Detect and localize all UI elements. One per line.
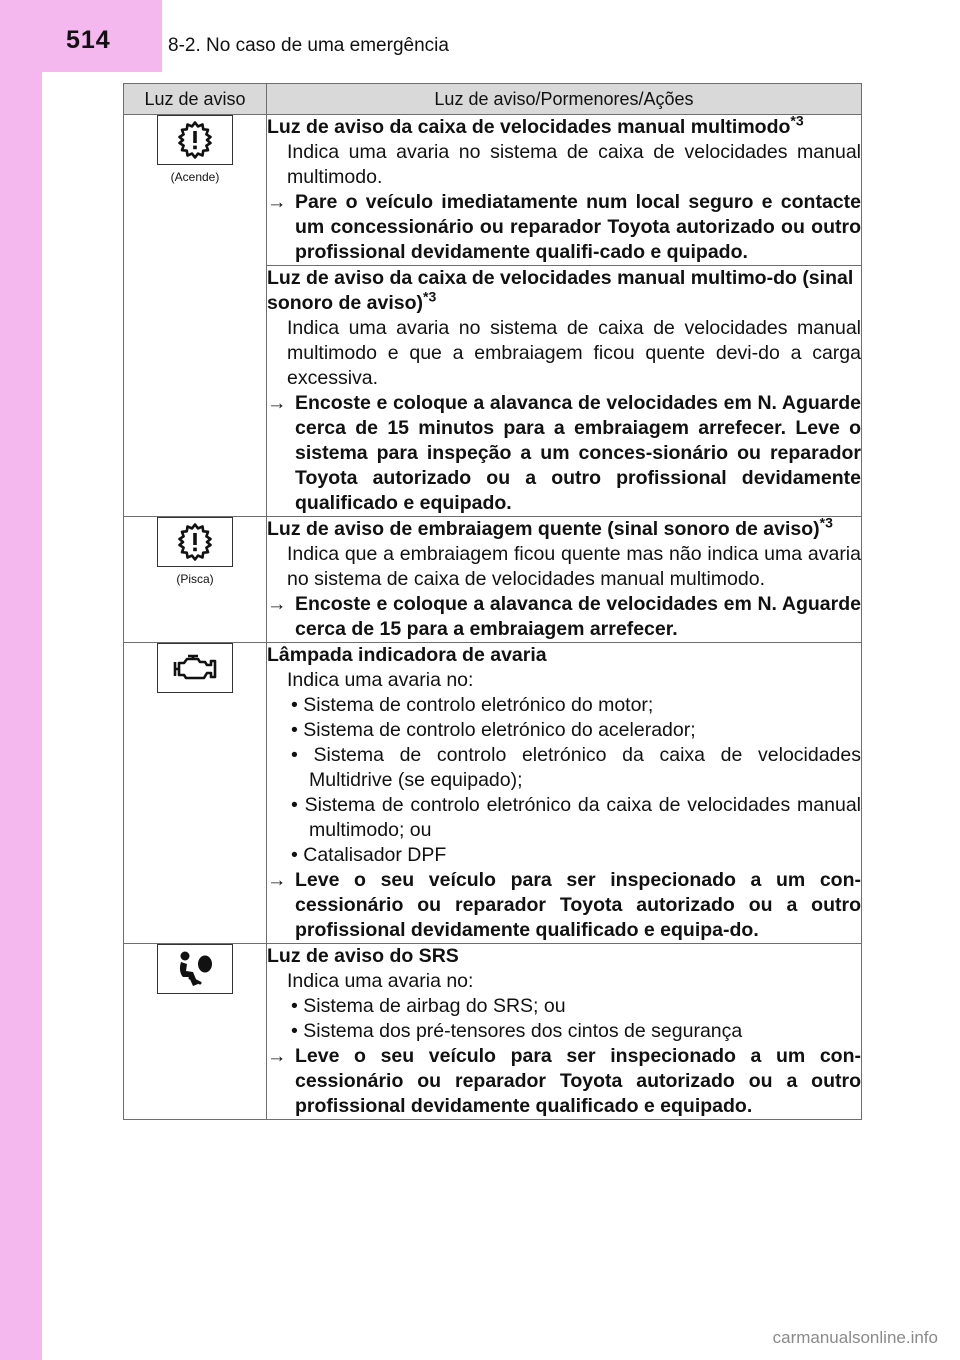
table-row <box>124 944 862 1120</box>
icon-cell <box>124 643 267 944</box>
row-title: Lâmpada indicadora de avaria <box>267 644 547 666</box>
description-cell <box>267 944 862 1120</box>
table-row <box>124 643 862 944</box>
table-header-row <box>124 84 862 115</box>
row-body: Indica uma avaria no sistema de caixa de velocidades manual multimodo e que a embraiagem ficou quente devi-do a carga excessiva. <box>287 317 861 389</box>
row-title: Luz de aviso da caixa de velocidades manual multimo-do (sinal sonoro de aviso)$^{*3}$ <box>267 267 854 314</box>
icon-caption-pisca: (Pisca) <box>176 572 214 586</box>
row-body: Indica uma avaria no: <box>287 669 474 691</box>
transmission-warning-icon <box>157 115 233 165</box>
arrow-icon: → <box>267 392 287 414</box>
row-action: → Encoste e coloque a alavanca de velocidades em N. Aguarde cerca de 15 para a embraiagem arrefecer. <box>267 593 861 640</box>
footnote-ref: *3 <box>423 288 437 305</box>
row-action: → Leve o seu veículo para ser inspecionado a um con-cessionário ou reparador Toyota autorizado ou a outro profissional devidamente qualificado e equipado. <box>267 1045 861 1117</box>
list-item: • Sistema de controlo eletrónico do motor; <box>291 694 654 716</box>
row-title: Luz de aviso do SRS <box>267 945 459 967</box>
row-body: Indica que a embraiagem ficou quente mas não indica uma avaria no sistema de caixa de velocidades manual multimodo. <box>287 543 861 590</box>
icon-cell <box>124 517 267 643</box>
footnote-ref: *3 <box>819 514 833 531</box>
description-cell <box>267 266 862 517</box>
header-warning-light: Luz de aviso <box>124 84 267 115</box>
transmission-warning-icon <box>157 517 233 567</box>
icon-cell <box>124 115 267 517</box>
list-item: • Catalisador DPF <box>291 844 447 866</box>
list-item: • Sistema de controlo eletrónico da caixa de velocidades manual multimodo; ou <box>291 794 861 841</box>
arrow-icon: → <box>267 191 287 213</box>
list-item: • Sistema dos pré-tensores dos cintos de segurança <box>291 1020 743 1042</box>
section-title: 8-2. No caso de uma emergência <box>168 35 449 56</box>
page-tab-bar <box>0 0 42 1360</box>
arrow-icon: → <box>267 593 287 615</box>
list-item: • Sistema de airbag do SRS; ou <box>291 995 566 1017</box>
list-item: • Sistema de controlo eletrónico da caixa de velocidades Multidrive (se equipado); <box>291 744 861 791</box>
header-details-actions: Luz de aviso/Pormenores/Ações <box>267 84 862 115</box>
description-cell <box>267 112 862 266</box>
row-action: → Leve o seu veículo para ser inspecionado a um con-cessionário ou reparador Toyota autorizado ou a outro profissional devidamente qualificado e equipa-do. <box>267 869 861 941</box>
row-body: Indica uma avaria no: <box>287 970 474 992</box>
watermark: carmanualsonline.info <box>772 1328 938 1347</box>
check-engine-icon <box>157 643 233 693</box>
table-row <box>124 115 862 266</box>
description-cell <box>267 514 862 643</box>
icon-cell <box>124 944 267 1120</box>
list-item: • Sistema de controlo eletrónico do acelerador; <box>291 719 696 741</box>
page-number: 514 <box>66 26 111 54</box>
row-body: Indica uma avaria no sistema de caixa de velocidades manual multimodo. <box>287 141 861 188</box>
arrow-icon: → <box>267 869 287 891</box>
row-title: Luz de aviso da caixa de velocidades manual multimodo$^{*3}$ <box>267 112 804 138</box>
table-row <box>124 517 862 643</box>
airbag-icon <box>157 944 233 994</box>
arrow-icon: → <box>267 1045 287 1067</box>
footnote-ref: *3 <box>790 112 804 129</box>
row-action: → Encoste e coloque a alavanca de velocidades em N. Aguarde cerca de 15 minutos para a embraiagem arrefecer. Leve o sistema para inspeção a um conces-sionário ou reparador Toyota autorizado ou a outro profissional devidamente qualificado e equipado. <box>267 392 861 514</box>
warning-lights-table <box>123 83 862 1120</box>
row-action: → Pare o veículo imediatamente num local seguro e contacte um concessionário ou reparador Toyota autorizado ou outro profissional devidamente qualifi-cado e quipado. <box>267 191 861 263</box>
icon-caption-acende: (Acende) <box>170 170 220 184</box>
description-cell <box>267 643 862 944</box>
row-title: Luz de aviso de embraiagem quente (sinal sonoro de aviso)$^{*3}$ <box>267 514 833 540</box>
